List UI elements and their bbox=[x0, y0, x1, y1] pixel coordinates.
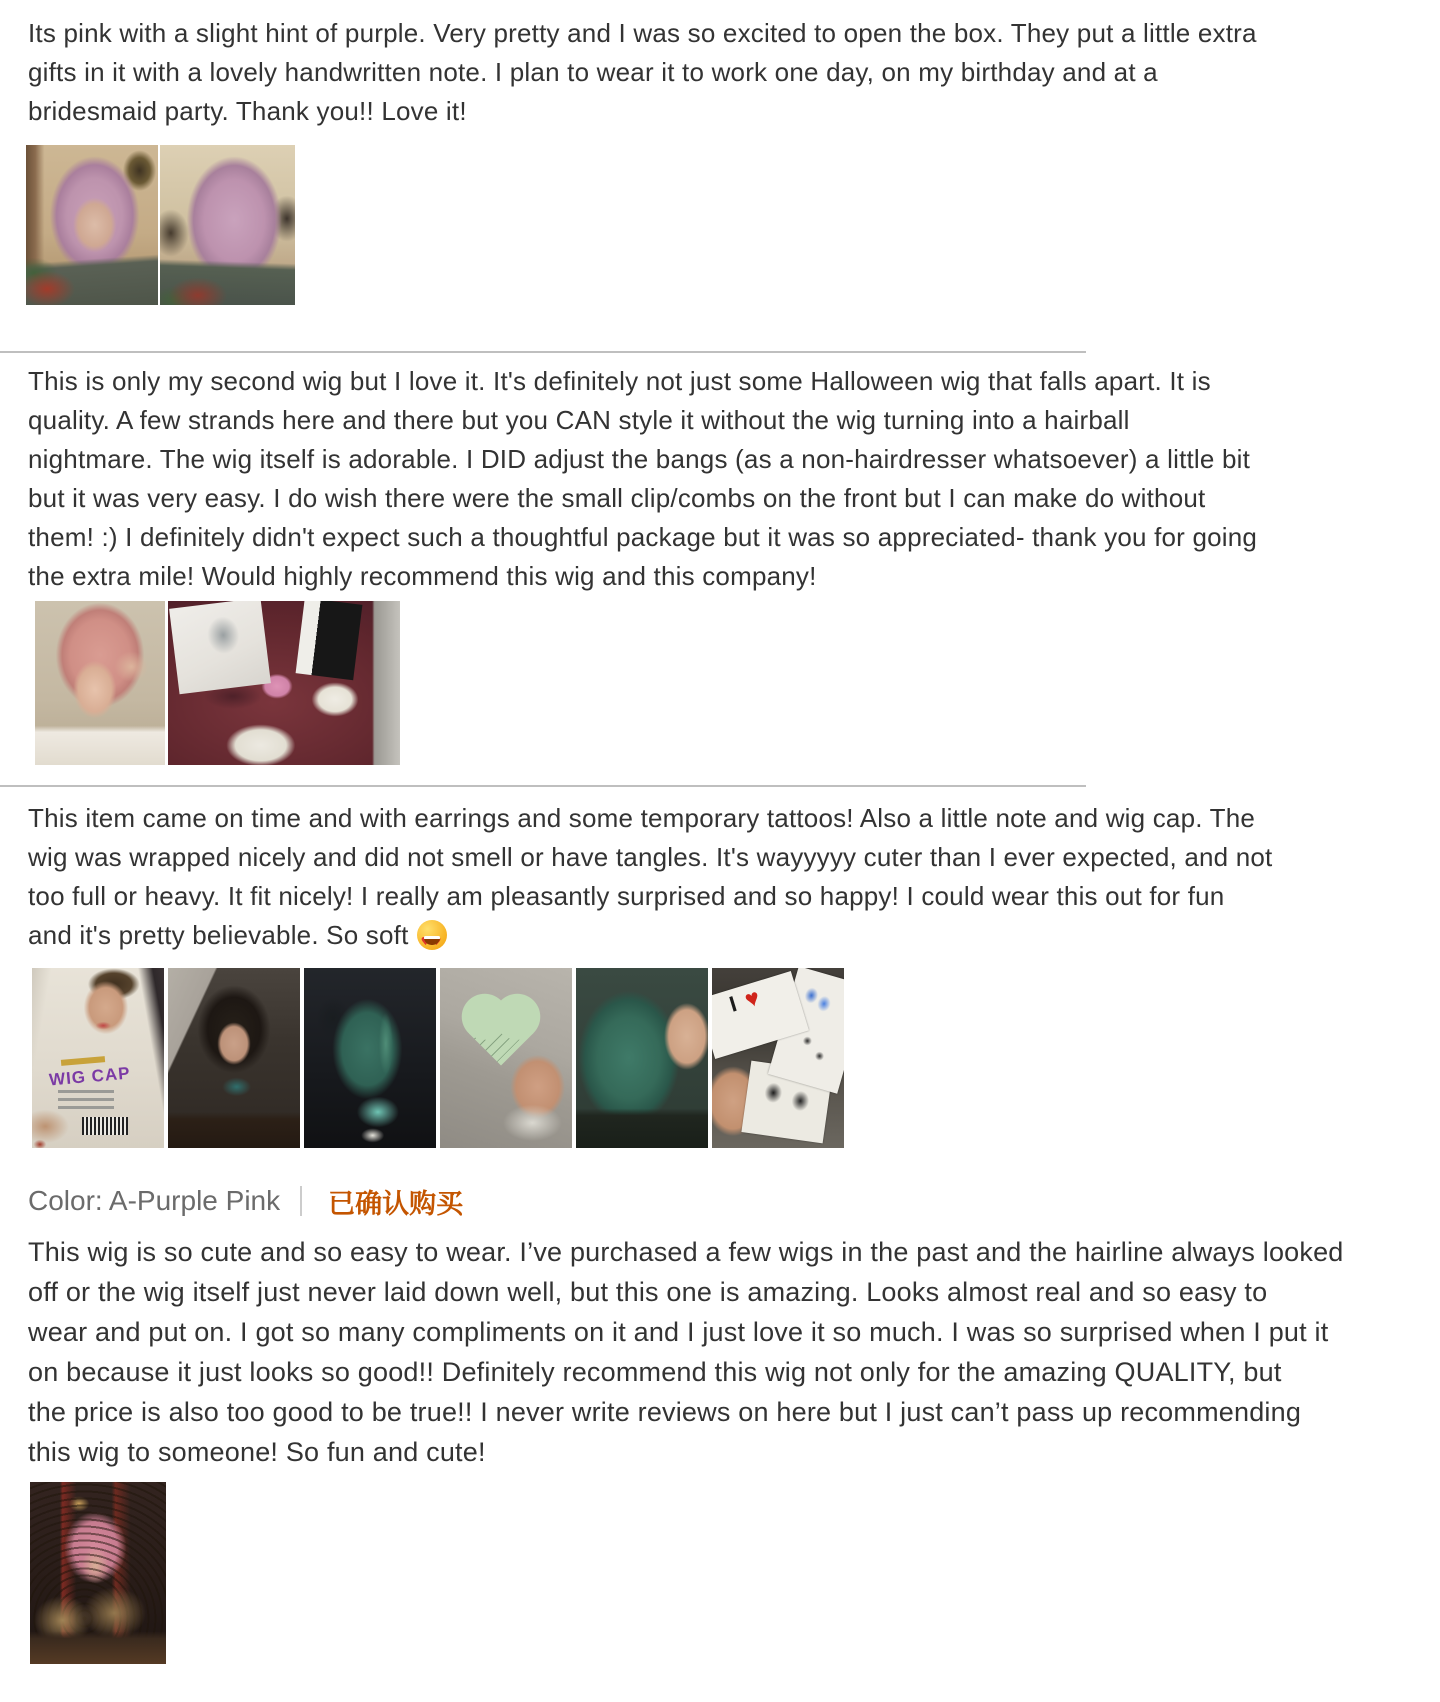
review-line: wear and put on. I got so many compliments on it and I just love it so much. I was so surprised when I put it bbox=[28, 1317, 1329, 1347]
review-photo-gift-package[interactable] bbox=[168, 601, 400, 765]
barcode-detail bbox=[82, 1117, 128, 1135]
review-photo-pink-wig-bar[interactable] bbox=[30, 1482, 166, 1664]
review-line: wig was wrapped nicely and did not smell or have tangles. It's wayyyyy cuter than I ever expected, and not bbox=[28, 842, 1273, 872]
green-heart-note-detail bbox=[468, 1000, 533, 1065]
review-photo-pink-wig-selfie[interactable] bbox=[35, 601, 165, 765]
review-line-text: and it's pretty believable. So soft bbox=[28, 920, 409, 950]
black-box-detail bbox=[296, 601, 363, 680]
review-photo-dark-wig-car[interactable] bbox=[168, 968, 300, 1148]
review-1-photos bbox=[0, 145, 1440, 305]
review-line: the extra mile! Would highly recommend this wig and this company! bbox=[28, 561, 817, 591]
color-variant-link[interactable]: Color: A-Purple Pink bbox=[28, 1185, 281, 1216]
review-photo-heart-note[interactable] bbox=[440, 968, 572, 1148]
review-line: the price is also too good to be true!! I never write reviews on here but I just can’t pass up recommending bbox=[28, 1397, 1302, 1427]
gold-label-detail bbox=[61, 1056, 105, 1066]
review-photo-pink-wig-front[interactable] bbox=[26, 145, 158, 305]
review-line: Its pink with a slight hint of purple. Very pretty and I was so excited to open the box. They put a little extra bbox=[28, 18, 1257, 48]
review-line: this wig to someone! So fun and cute! bbox=[28, 1437, 486, 1467]
review-photo-pink-wig-back[interactable] bbox=[160, 145, 295, 305]
review-2-photos bbox=[0, 601, 1440, 765]
review-line: This item came on time and with earrings and some temporary tattoos! Also a little note and wig cap. The bbox=[28, 803, 1256, 833]
review-divider bbox=[0, 785, 1086, 787]
review-line: too full or heavy. It fit nicely! I really am pleasantly surprised and so happy! I could wear this out for fun bbox=[28, 881, 1225, 911]
review-line: bridesmaid party. Thank you!! Love it! bbox=[28, 96, 467, 126]
review-line bbox=[28, 916, 1440, 955]
review-3-photos bbox=[0, 968, 1440, 1148]
review-photo-wig-cap-package[interactable] bbox=[32, 968, 164, 1148]
review-line: but it was very easy. I do wish there were the small clip/combs on the front but I can make do without bbox=[28, 483, 1206, 513]
package-text-lines-detail bbox=[58, 1090, 114, 1112]
review-4-photos bbox=[0, 1482, 1440, 1664]
white-bag-detail bbox=[169, 601, 271, 694]
review-line: on because it just looks so good!! Definitely recommend this wig not only for the amazing QUALITY, but bbox=[28, 1357, 1282, 1387]
wig-cap-package-title: WIG CAP bbox=[48, 1063, 132, 1090]
review-3-text bbox=[28, 799, 1440, 955]
review-2-text bbox=[28, 362, 1440, 596]
review-line: off or the wig itself just never laid down well, but this one is amazing. Looks almost real and so easy to bbox=[28, 1277, 1268, 1307]
review-line: This wig is so cute and so easy to wear. I’ve purchased a few wigs in the past and the hairline always looked bbox=[28, 1237, 1344, 1267]
review-photo-green-wig-side[interactable] bbox=[304, 968, 436, 1148]
review-1-text bbox=[28, 14, 1440, 131]
review-line: quality. A few strands here and there but you CAN style it without the wig turning into a hairball bbox=[28, 405, 1130, 435]
tattoo-sheet-caption: I bbox=[726, 991, 740, 1017]
review-line: nightmare. The wig itself is adorable. I DID adjust the bangs (as a non-hairdresser whatsoever) a little bit bbox=[28, 444, 1251, 474]
review-photo-green-wig-closeup[interactable] bbox=[576, 968, 708, 1148]
review-4-text bbox=[28, 1232, 1440, 1472]
verified-purchase-badge[interactable]: 已确认购买 bbox=[322, 1180, 469, 1223]
review-line: This is only my second wig but I love it. It's definitely not just some Halloween wig that falls apart. It is bbox=[28, 366, 1211, 396]
review-divider bbox=[0, 351, 1086, 353]
review-photo-tattoo-sheets[interactable] bbox=[712, 968, 844, 1148]
review-line: them! :) I definitely didn't expect such a thoughtful package but it was so appreciated- thank you for going bbox=[28, 522, 1258, 552]
vertical-separator bbox=[300, 1186, 302, 1216]
heart-eyes-emoji-icon bbox=[417, 920, 447, 950]
review-attribute-row bbox=[28, 1180, 1440, 1222]
review-line: gifts in it with a lovely handwritten note. I plan to wear it to work one day, on my birthday and at a bbox=[28, 57, 1158, 87]
